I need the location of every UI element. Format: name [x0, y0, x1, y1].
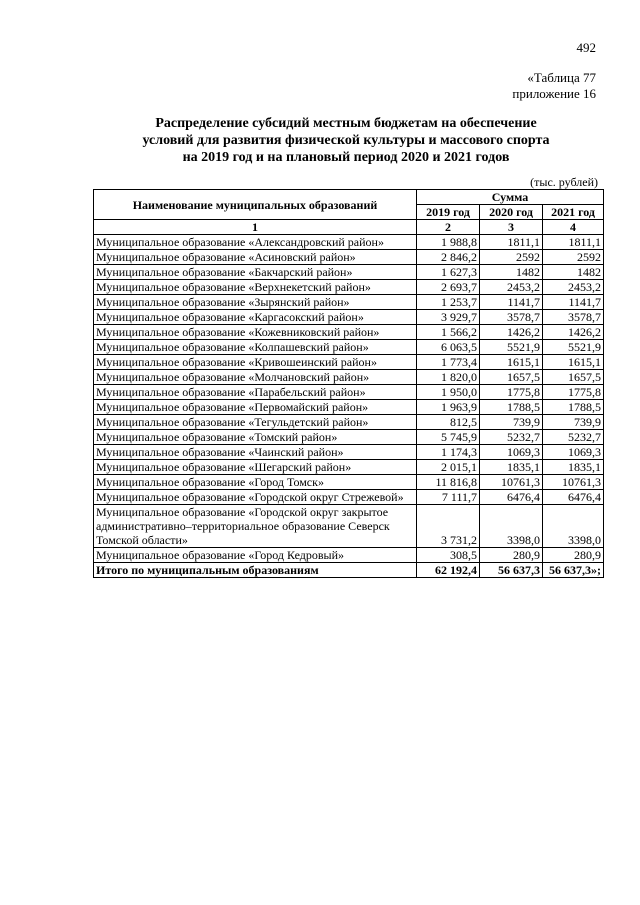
table-row	[94, 415, 604, 430]
value-2019: 3 731,2	[417, 505, 480, 548]
value-2021: 6476,4	[543, 490, 604, 505]
title-line-1: Распределение субсидий местным бюджетам на обеспечение	[155, 116, 537, 131]
value-2021: 3578,7	[543, 310, 604, 325]
document-title	[92, 115, 600, 166]
value-2020: 2453,2	[480, 280, 543, 295]
value-2020: 1775,8	[480, 385, 543, 400]
value-2019: 308,5	[417, 548, 480, 563]
units-label: (тыс. рублей)	[530, 175, 598, 189]
title-line-3: на 2019 год и на плановый период 2020 и 2021 годов	[182, 150, 510, 165]
total-2019: 62 192,4	[417, 563, 480, 578]
value-2021: 10761,3	[543, 475, 604, 490]
municipality-name: Муниципальное образование «Колпашевский район»	[94, 340, 417, 355]
total-2021: 56 637,3»;	[543, 563, 604, 578]
attachment-appendix-label: приложение 16	[512, 86, 596, 101]
value-2020: 1141,7	[480, 295, 543, 310]
value-2020: 1426,2	[480, 325, 543, 340]
municipality-name: Муниципальное образование «Верхнекетский район»	[94, 280, 417, 295]
table-row	[94, 295, 604, 310]
municipality-name: Муниципальное образование «Зырянский район»	[94, 295, 417, 310]
value-2019: 1 566,2	[417, 325, 480, 340]
municipality-name: Муниципальное образование «Томский район»	[94, 430, 417, 445]
value-2019: 1 950,0	[417, 385, 480, 400]
municipality-name: Муниципальное образование «Асиновский район»	[94, 250, 417, 265]
value-2021: 280,9	[543, 548, 604, 563]
value-2020: 1657,5	[480, 370, 543, 385]
table-row	[94, 475, 604, 490]
municipality-name: Муниципальное образование «Кожевниковский район»	[94, 325, 417, 340]
header-year: 2019 год	[417, 205, 480, 220]
value-2019: 812,5	[417, 415, 480, 430]
value-2020: 1069,3	[480, 445, 543, 460]
total-label: Итого по муниципальным образованиям	[94, 563, 417, 578]
municipality-name: Муниципальное образование «Парабельский район»	[94, 385, 417, 400]
value-2021: 3398,0	[543, 505, 604, 548]
value-2020: 280,9	[480, 548, 543, 563]
value-2019: 1 773,4	[417, 355, 480, 370]
value-2021: 1657,5	[543, 370, 604, 385]
value-2021: 1141,7	[543, 295, 604, 310]
header-name: Наименование муниципальных образований	[94, 190, 417, 220]
value-2019: 1 988,8	[417, 235, 480, 250]
value-2020: 10761,3	[480, 475, 543, 490]
value-2019: 2 015,1	[417, 460, 480, 475]
table-row	[94, 460, 604, 475]
value-2019: 1 627,3	[417, 265, 480, 280]
value-2020: 5521,9	[480, 340, 543, 355]
value-2019: 3 929,7	[417, 310, 480, 325]
value-2021: 1788,5	[543, 400, 604, 415]
municipality-name: Муниципальное образование «Кривошеинский район»	[94, 355, 417, 370]
table-row	[94, 235, 604, 250]
attachment-reference	[512, 70, 596, 102]
column-number: 4	[543, 220, 604, 235]
value-2021: 1615,1	[543, 355, 604, 370]
table-row	[94, 310, 604, 325]
value-2020: 5232,7	[480, 430, 543, 445]
table-row	[94, 340, 604, 355]
value-2021: 5232,7	[543, 430, 604, 445]
value-2020: 1482	[480, 265, 543, 280]
value-2019: 1 963,9	[417, 400, 480, 415]
table-row	[94, 385, 604, 400]
value-2020: 1811,1	[480, 235, 543, 250]
subsidy-table	[93, 189, 604, 578]
total-2020: 56 637,3	[480, 563, 543, 578]
value-2019: 2 693,7	[417, 280, 480, 295]
value-2019: 2 846,2	[417, 250, 480, 265]
municipality-name: Муниципальное образование «Каргасокский район»	[94, 310, 417, 325]
municipality-name: Муниципальное образование «Городской округ Стрежевой»	[94, 490, 417, 505]
value-2021: 1426,2	[543, 325, 604, 340]
municipality-name: Муниципальное образование «Городской округ закрытое административно–территориальное образование Северск Томской области»	[94, 505, 417, 548]
attachment-table-label: «Таблица 77	[527, 70, 596, 85]
table-row	[94, 505, 604, 548]
value-2021: 5521,9	[543, 340, 604, 355]
municipality-name: Муниципальное образование «Город Томск»	[94, 475, 417, 490]
header-year: 2021 год	[543, 205, 604, 220]
value-2021: 1835,1	[543, 460, 604, 475]
value-2020: 3398,0	[480, 505, 543, 548]
value-2019: 1 820,0	[417, 370, 480, 385]
value-2021: 1069,3	[543, 445, 604, 460]
table-row	[94, 280, 604, 295]
table-row	[94, 548, 604, 563]
value-2019: 7 111,7	[417, 490, 480, 505]
table-total-row	[94, 563, 604, 578]
header-year: 2020 год	[480, 205, 543, 220]
municipality-name: Муниципальное образование «Александровский район»	[94, 235, 417, 250]
value-2020: 6476,4	[480, 490, 543, 505]
value-2019: 11 816,8	[417, 475, 480, 490]
value-2020: 739,9	[480, 415, 543, 430]
municipality-name: Муниципальное образование «Бакчарский район»	[94, 265, 417, 280]
table-row	[94, 265, 604, 280]
value-2021: 1775,8	[543, 385, 604, 400]
table-row	[94, 445, 604, 460]
table-row	[94, 355, 604, 370]
value-2020: 2592	[480, 250, 543, 265]
table-row	[94, 250, 604, 265]
table-row	[94, 430, 604, 445]
value-2020: 1835,1	[480, 460, 543, 475]
value-2019: 1 253,7	[417, 295, 480, 310]
municipality-name: Муниципальное образование «Первомайский район»	[94, 400, 417, 415]
value-2021: 1811,1	[543, 235, 604, 250]
value-2020: 3578,7	[480, 310, 543, 325]
header-sum: Сумма	[417, 190, 604, 205]
column-number: 1	[94, 220, 417, 235]
table-column-numbers-row	[94, 220, 604, 235]
value-2020: 1615,1	[480, 355, 543, 370]
municipality-name: Муниципальное образование «Чаинский район»	[94, 445, 417, 460]
value-2019: 5 745,9	[417, 430, 480, 445]
municipality-name: Муниципальное образование «Шегарский район»	[94, 460, 417, 475]
value-2021: 1482	[543, 265, 604, 280]
column-number: 2	[417, 220, 480, 235]
value-2019: 1 174,3	[417, 445, 480, 460]
title-line-2: условий для развития физической культуры и массового спорта	[142, 133, 550, 148]
page-number: 492	[576, 40, 596, 55]
table-row	[94, 325, 604, 340]
table-row	[94, 370, 604, 385]
value-2021: 2592	[543, 250, 604, 265]
value-2021: 739,9	[543, 415, 604, 430]
table-row	[94, 400, 604, 415]
table-header-row	[94, 190, 604, 205]
column-number: 3	[480, 220, 543, 235]
municipality-name: Муниципальное образование «Молчановский район»	[94, 370, 417, 385]
table-body	[94, 235, 604, 578]
value-2021: 2453,2	[543, 280, 604, 295]
table-row	[94, 490, 604, 505]
value-2019: 6 063,5	[417, 340, 480, 355]
municipality-name: Муниципальное образование «Город Кедровый»	[94, 548, 417, 563]
value-2020: 1788,5	[480, 400, 543, 415]
municipality-name: Муниципальное образование «Тегульдетский район»	[94, 415, 417, 430]
